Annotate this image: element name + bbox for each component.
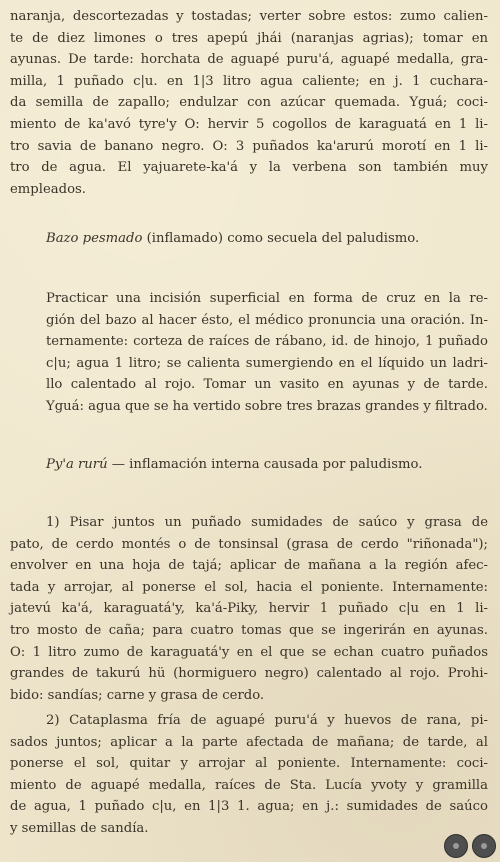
text-line: ternamente: corteza de raíces de rábano, id. de hinojo, 1 puñado [46,334,488,350]
paragraph-bazo-treatment [46,288,488,418]
text-line: miento de ka'avó tyre'y O: hervir 5 cogollos de karaguatá en 1 li- [10,116,488,132]
text-line: gión del bazo al hacer ésto, el médico pronuncia una oración. In- [46,312,488,328]
text-line: miento de aguapé medalla, raíces de Sta. Lucía yvoty y gramilla [10,777,488,793]
text-line: tro mosto de caña; para cuatro tomas que se ingerirán en ayunas. [10,622,488,638]
text-line: tro savia de banano negro. O: 3 puñados ka'arurú morotí en 1 li- [10,138,488,154]
text-line: llo calentado al rojo. Tomar un vasito en ayunas y de tarde. [46,377,488,393]
text-line: milla, 1 puñado c|u. en 1|3 litro agua caliente; en j. 1 cuchara- [10,73,488,89]
text-line: de agua, 1 puñado c|u, en 1|3 1. agua; en j.: sumidades de saúco [10,799,488,815]
text-line: 1) Pisar juntos un puñado sumidades de saúco y grasa de [46,515,488,530]
paragraph-remedy-2 [10,710,488,840]
page-nav-badges [444,834,496,858]
prev-icon [450,840,462,852]
text-line: naranja, descortezadas y tostadas; verter sobre estos: zumo calien- [10,9,488,24]
text-line: ayunas. De tarde: horchata de aguapé puru'á, aguapé medalla, gra- [10,52,488,68]
text-line: O: 1 litro zumo de karaguatá'y en el que se echan cuatro puñados [10,644,488,660]
text-line: Yguá: agua que se ha vertido sobre tres brazas grandes y filtrado. [46,398,488,414]
text-line: jatevú ka'á, karaguatá'y, ka'á-Piky, hervir 1 puñado c|u en 1 li- [10,601,488,617]
text-line: envolver en una hoja de tajá; aplicar de mañana a la región afec- [10,558,488,574]
heading-bazo-pesmado [46,229,419,249]
paragraph-remedy-1 [10,512,488,706]
text-line: pato, de cerdo montés o de tonsinsal (grasa de cerdo "riñonada"); [10,536,488,552]
text-line: y semillas de sandía. [10,820,149,836]
text-line: tada y arrojar, al ponerse el sol, hacia el poniente. Internamente: [10,579,488,595]
text-line: ponerse el sol, quitar y arrojar al poniente. Internamente: coci- [10,756,488,772]
text-line: bido: sandías; carne y grasa de cerdo. [10,687,265,703]
text-line: empleados. [10,181,86,197]
text-line: sados juntos; aplicar a la parte afectada de mañana; de tarde, al [10,734,488,750]
heading-term: Py'a rurú [46,457,108,472]
text-line: Practicar una incisión superficial en forma de cruz en la re- [46,291,488,306]
heading-description: (inflamado) como secuela del paludismo. [142,231,420,246]
heading-term: Bazo pesmado [46,231,143,246]
text-line: da semilla de zapallo; endulzar con azúcar quemada. Yguá; coci- [10,95,488,111]
heading-description: — inflamación interna causada por paludismo. [107,457,423,472]
text-line: tro de agua. El yajuarete-ka'á y la verbena son también muy [10,160,488,176]
next-page-button[interactable] [472,834,496,858]
text-line: te de diez limones o tres apepú jhái (naranjas agrias); tomar en [10,30,488,46]
text-line: grandes de takurú hü (hormiguero negro) calentado al rojo. Prohi- [10,666,488,682]
paragraph-remedy-intro [10,6,488,200]
text-line: 2) Cataplasma fría de aguapé puru'á y huevos de rana, pi- [46,713,488,728]
heading-pya-ruru [46,455,422,475]
text-line: c|u; agua 1 litro; se calienta sumergiendo en el líquido un ladri- [46,355,488,371]
next-icon [478,840,490,852]
prev-page-button[interactable] [444,834,468,858]
